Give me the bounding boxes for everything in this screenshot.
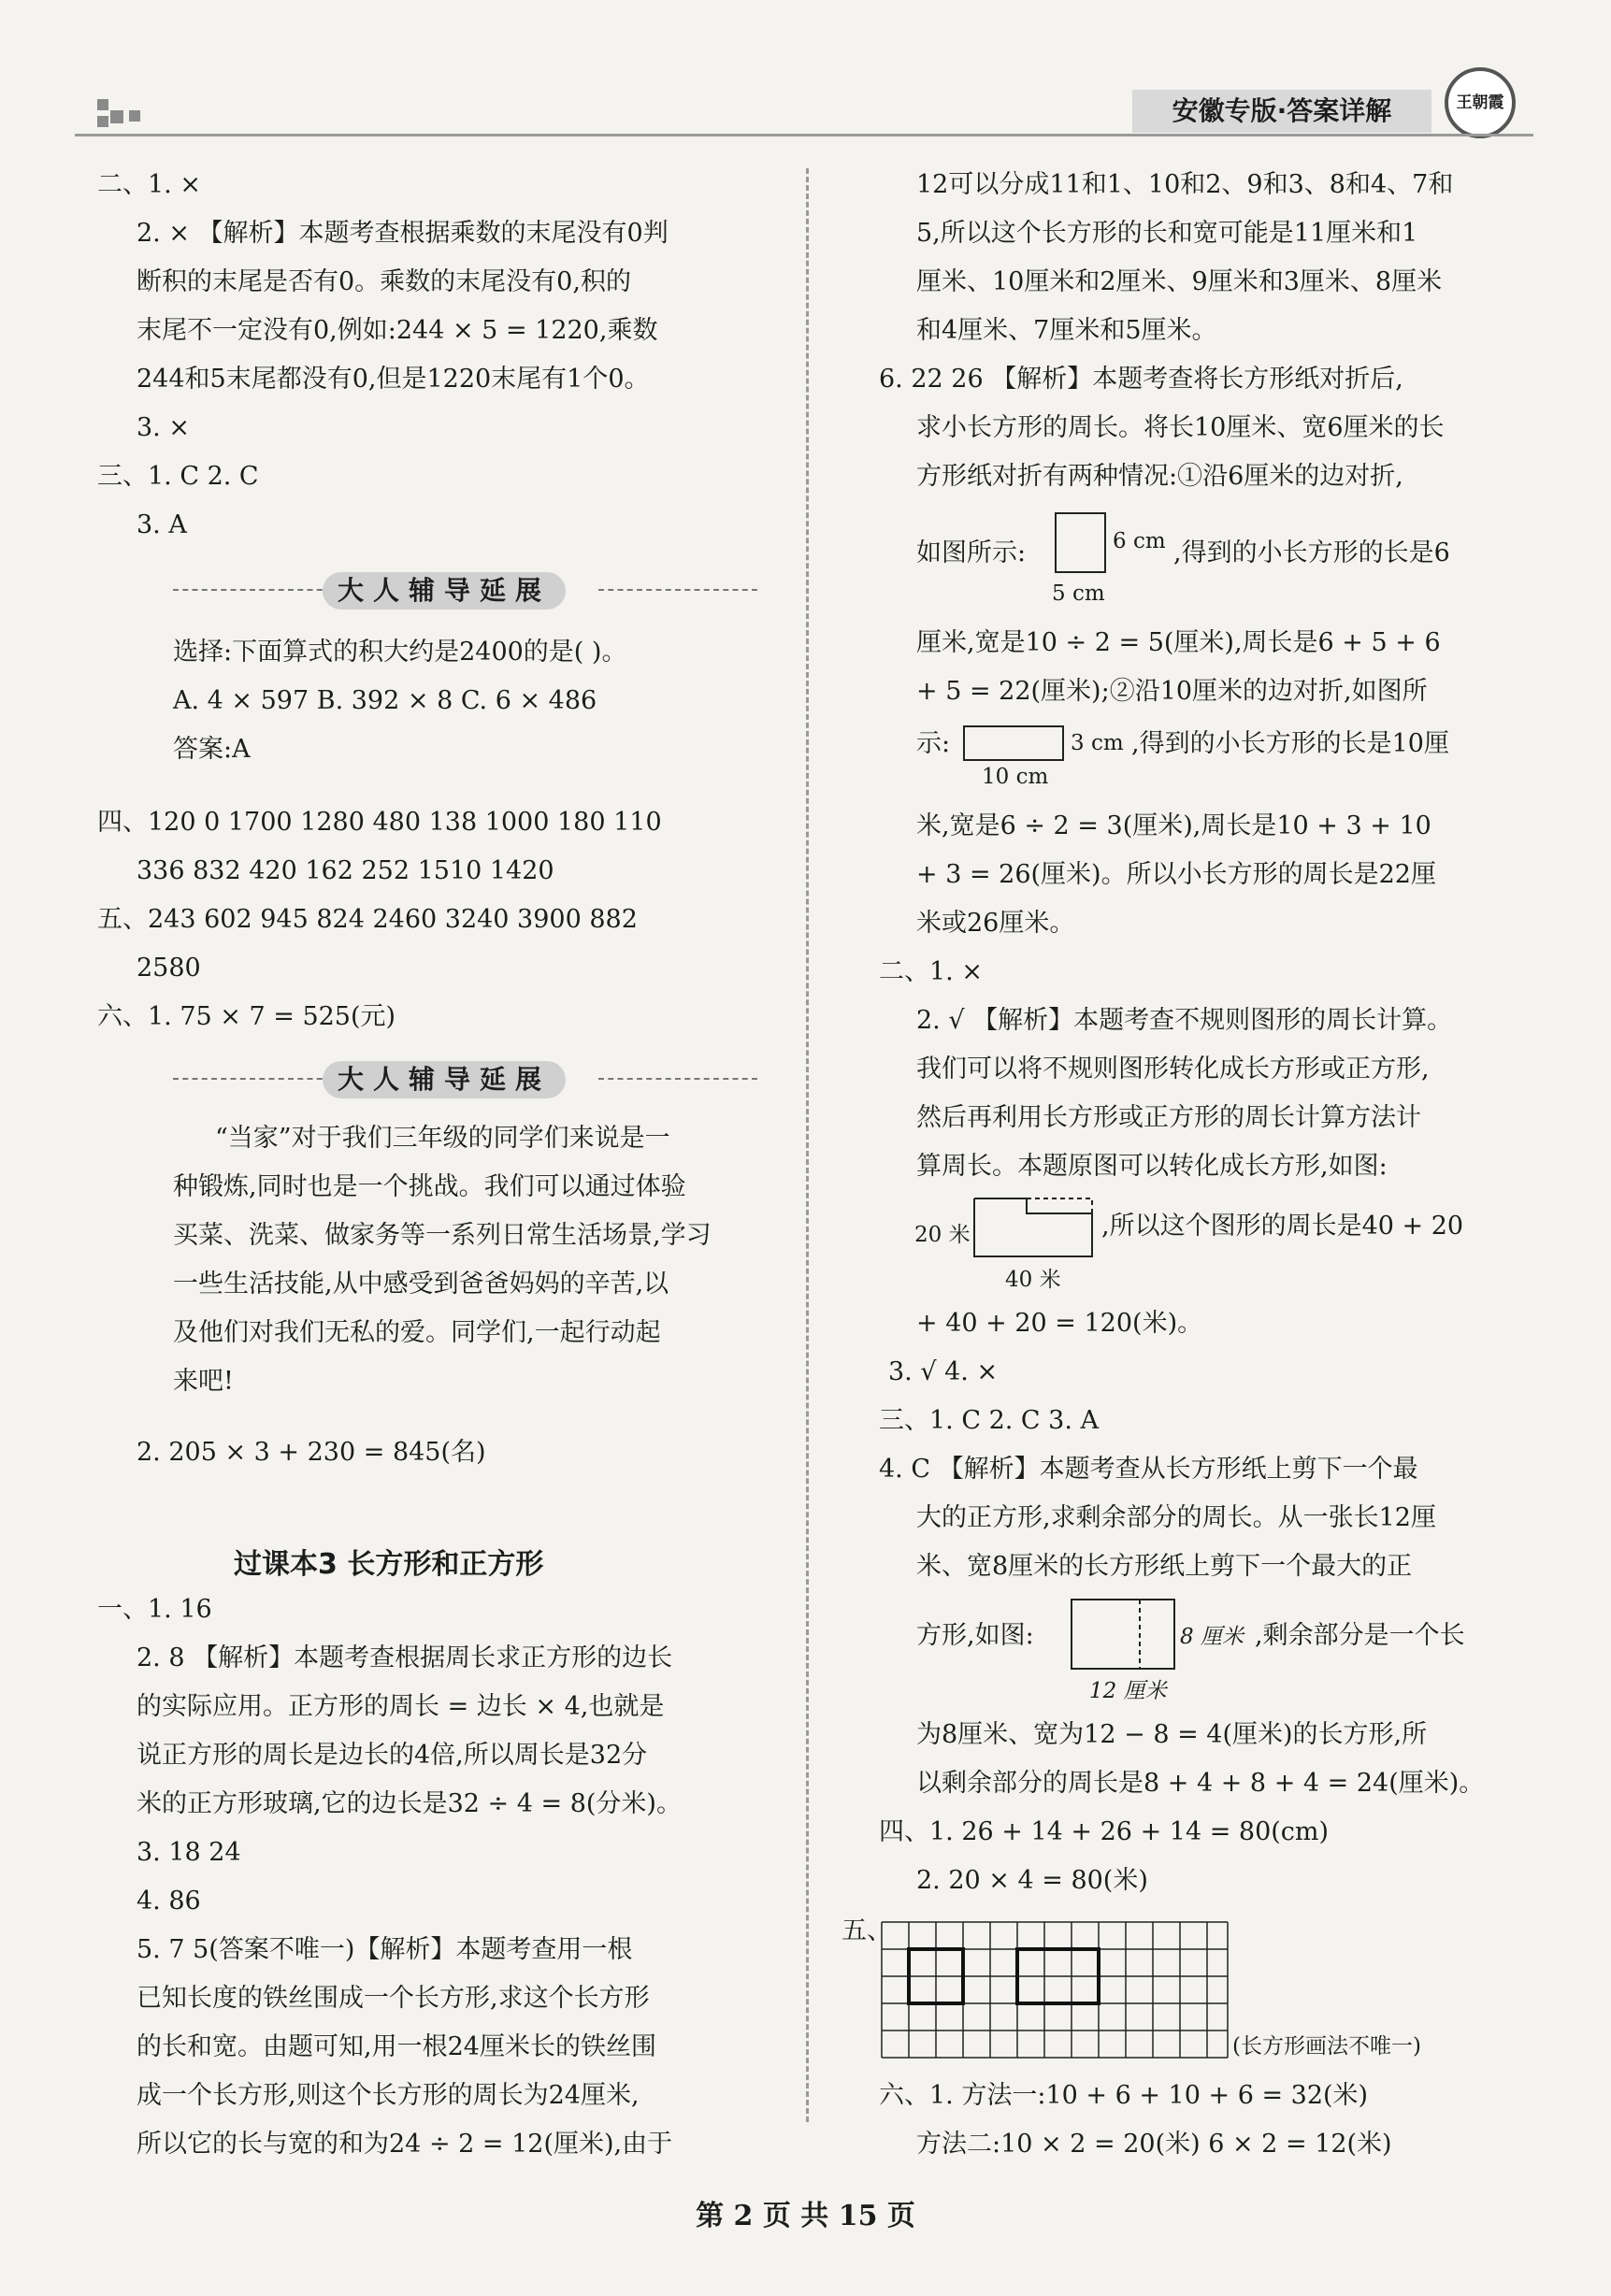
answer-line: 二、1. × [97, 170, 201, 199]
answer-line: 12可以分成11和1、10和2、9和3、8和4、7和 [916, 170, 1454, 199]
answer-line: 三、1. C 2. C [97, 462, 259, 491]
header-rule [75, 134, 1533, 136]
extension-line: A. 4 × 597 B. 392 × 8 C. 6 × 486 [173, 686, 597, 715]
answer-line: 以剩余部分的周长是8 + 4 + 8 + 4 = 24(厘米)。 [916, 1769, 1485, 1798]
figure-label: 8 厘米 [1180, 1625, 1244, 1649]
answer-line: 244和5末尾都没有0,但是1220末尾有1个0。 [137, 365, 650, 394]
answer-line: 五、 [841, 1916, 892, 1945]
answer-line: 一、1. 16 [97, 1595, 212, 1624]
answer-line: 厘米、10厘米和2厘米、9厘米和3厘米、8厘米 [916, 267, 1443, 296]
answer-line: 四、120 0 1700 1280 480 138 1000 180 110 [97, 808, 662, 837]
extension-line: 答案:A [173, 735, 251, 764]
figure-rect-2 [963, 725, 1064, 761]
answer-line: 我们可以将不规则图形转化成长方形或正方形, [916, 1055, 1430, 1083]
column-divider [806, 168, 809, 2122]
answer-line: ,得到的小长方形的长是10厘 [1131, 729, 1449, 758]
answer-line: ,所以这个图形的周长是40 + 20 [1101, 1212, 1464, 1241]
answer-line: 已知长度的铁丝围成一个长方形,求这个长方形 [137, 1984, 650, 2013]
answer-line: 2. × 【解析】本题考查根据乘数的末尾没有0判 [137, 219, 669, 248]
figure-label: 12 厘米 [1089, 1679, 1167, 1703]
header-decor-square [97, 99, 108, 110]
answer-line: 说正方形的周长是边长的4倍,所以周长是32分 [137, 1741, 648, 1770]
header-decor-square [129, 110, 140, 122]
answer-line: 五、243 602 945 824 2460 3240 3900 882 [97, 905, 638, 934]
answer-line: 3. √ 4. × [888, 1357, 999, 1386]
answer-line: 2. 205 × 3 + 230 = 845(名) [137, 1438, 486, 1467]
answer-line: 厘米,宽是10 ÷ 2 = 5(厘米),周长是6 + 5 + 6 [916, 628, 1441, 657]
figure-irregular-shape [972, 1197, 1094, 1258]
extension-banner [173, 1061, 762, 1098]
answer-line: 方形,如图: [916, 1621, 1034, 1650]
answer-line: + 3 = 26(厘米)。所以小长方形的周长是22厘 [916, 860, 1436, 889]
answer-line: 3. 18 24 [137, 1838, 241, 1867]
answer-line: 2580 [137, 954, 201, 983]
extension-line: 选择:下面算式的积大约是2400的是( )。 [173, 638, 627, 667]
figure-rect-1 [1055, 512, 1106, 573]
answer-line: 2. 8 【解析】本题考查根据周长求正方形的边长 [137, 1643, 673, 1672]
answer-line: + 40 + 20 = 120(米)。 [916, 1309, 1203, 1338]
answer-line: 米、宽8厘米的长方形纸上剪下一个最大的正 [916, 1552, 1413, 1581]
extension-banner [173, 572, 762, 610]
answer-line: 方形纸对折有两种情况:①沿6厘米的边对折, [916, 462, 1403, 491]
answer-line: 为8厘米、宽为12 − 8 = 4(厘米)的长方形,所 [916, 1720, 1428, 1749]
header-decor-square [110, 110, 123, 123]
section-title: 过课本3 长方形和正方形 [234, 1548, 544, 1581]
answer-line: 的长和宽。由题可知,用一根24厘米长的铁丝围 [137, 2032, 656, 2061]
answer-line: 方法二:10 × 2 = 20(米) 6 × 2 = 12(米) [916, 2130, 1392, 2159]
banner-label: 大人辅导延展 [323, 572, 566, 610]
answer-line: 二、1. × [879, 957, 983, 986]
grid-note: (长方形画法不唯一) [1232, 2034, 1421, 2059]
answer-line: 的实际应用。正方形的周长 = 边长 × 4,也就是 [137, 1692, 665, 1721]
answer-line: 如图所示: [916, 538, 1027, 567]
page-footer: 第 2 页 共 15 页 [696, 2200, 915, 2232]
answer-line: 算周长。本题原图可以转化成长方形,如图: [916, 1152, 1388, 1181]
answer-line: ,剩余部分是一个长 [1255, 1621, 1465, 1650]
answer-line: 米的正方形玻璃,它的边长是32 ÷ 4 = 8(分米)。 [137, 1789, 682, 1818]
figure-cut-square [1071, 1599, 1175, 1670]
answer-line: 3. × [137, 413, 190, 442]
answer-line: 求小长方形的周长。将长10厘米、宽6厘米的长 [916, 413, 1445, 442]
answer-line: 6. 22 26 【解析】本题考查将长方形纸对折后, [879, 365, 1403, 394]
extension-line: 种锻炼,同时也是一个挑战。我们可以通过体验 [173, 1172, 686, 1201]
figure-label: 6 cm [1113, 529, 1166, 553]
answer-line: 2. √ 【解析】本题考查不规则图形的周长计算。 [916, 1006, 1453, 1035]
extension-line: 及他们对我们无私的爱。同学们,一起行动起 [173, 1318, 661, 1347]
answer-line: 4. C 【解析】本题考查从长方形纸上剪下一个最 [879, 1455, 1418, 1484]
figure-label: 40 米 [1005, 1268, 1061, 1292]
answer-line: 5,所以这个长方形的长和宽可能是11厘米和1 [916, 219, 1418, 248]
answer-line: 2. 20 × 4 = 80(米) [916, 1866, 1148, 1895]
header-title: 安徽专版·答案详解 [1132, 90, 1431, 133]
answer-line: 所以它的长与宽的和为24 ÷ 2 = 12(厘米),由于 [137, 2130, 673, 2159]
banner-label: 大人辅导延展 [323, 1061, 566, 1098]
answer-line: 末尾不一定没有0,例如:244 × 5 = 1220,乘数 [137, 316, 658, 345]
extension-line: “当家”对于我们三年级的同学们来说是一 [215, 1124, 670, 1153]
extension-line: 买菜、洗菜、做家务等一系列日常生活场景,学习 [173, 1221, 712, 1250]
header-decor-square [97, 116, 108, 127]
answer-line: 示: [916, 729, 951, 758]
answer-line: 断积的末尾是否有0。乘数的末尾没有0,积的 [137, 267, 631, 296]
extension-line: 来吧! [173, 1367, 234, 1396]
answer-line: 5. 7 5(答案不唯一)【解析】本题考查用一根 [137, 1935, 633, 1964]
answer-line: 然后再利用长方形或正方形的周长计算方法计 [916, 1103, 1421, 1132]
answer-line: 和4厘米、7厘米和5厘米。 [916, 316, 1217, 345]
answer-line: 米,宽是6 ÷ 2 = 3(厘米),周长是10 + 3 + 10 [916, 811, 1431, 840]
answer-line: 六、1. 75 × 7 = 525(元) [97, 1002, 396, 1031]
answer-line: 米或26厘米。 [916, 909, 1075, 938]
figure-label: 10 cm [982, 765, 1049, 789]
answer-line: 4. 86 [137, 1887, 201, 1916]
drawing-grid [881, 1921, 1229, 2059]
figure-label: 3 cm [1071, 731, 1124, 755]
answer-line: + 5 = 22(厘米);②沿10厘米的边对折,如图所 [916, 677, 1428, 706]
answer-line: ,得到的小长方形的长是6 [1173, 538, 1450, 567]
figure-label: 20 米 [914, 1223, 971, 1247]
answer-line: 336 832 420 162 252 1510 1420 [137, 856, 554, 885]
extension-line: 一些生活技能,从中感受到爸爸妈妈的辛苦,以 [173, 1270, 669, 1299]
answer-line: 六、1. 方法一:10 + 6 + 10 + 6 = 32(米) [879, 2081, 1369, 2110]
answer-line: 成一个长方形,则这个长方形的周长为24厘米, [137, 2081, 640, 2110]
answer-line: 四、1. 26 + 14 + 26 + 14 = 80(cm) [879, 1817, 1330, 1846]
answer-line: 3. A [137, 510, 187, 539]
answer-line: 三、1. C 2. C 3. A [879, 1406, 1100, 1435]
answer-line: 大的正方形,求剩余部分的周长。从一张长12厘 [916, 1503, 1436, 1532]
figure-label: 5 cm [1052, 581, 1105, 606]
brand-logo: 王朝霞 [1445, 67, 1516, 138]
